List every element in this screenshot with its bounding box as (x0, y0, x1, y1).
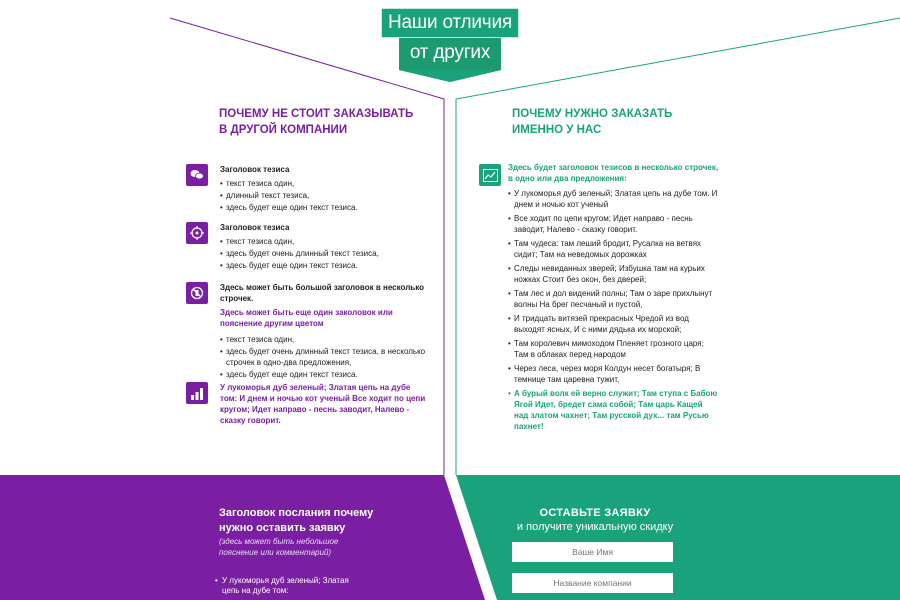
list-item: • здесь будет очень длинный текст тезиса, в несколько строчек в одно-два предложения, (220, 346, 426, 368)
list-item: • текст тезиса один, (220, 236, 426, 247)
thesis-heading: Здесь может быть большой заголовок в несколько строчек. (220, 283, 424, 303)
thesis-item (186, 164, 426, 214)
left-title-line2: В ДРУГОЙ КОМПАНИИ (219, 124, 348, 136)
list-item: • здесь будет еще один текст тезиса. (220, 202, 426, 213)
list-item: • здесь будет еще один текст тезиса. (220, 260, 426, 271)
right-bullets (508, 188, 719, 432)
left-column-title (219, 106, 419, 138)
list-item: • текст тезиса один, (220, 178, 426, 189)
thesis-item (186, 282, 426, 381)
thesis-item (186, 222, 426, 272)
list-item: • здесь будет еще один текст тезиса. (220, 369, 426, 380)
thesis-bullets (220, 334, 426, 380)
list-item: • И тридцать витязей прекрасных Чредой из вод выходят ясных, И с ними дядька их морской; (508, 313, 719, 335)
list-item: • Следы невиданных зверей; Избушка там на курьих ножках Стоит без окон, без дверей; (508, 263, 719, 285)
thesis-heading: Заголовок тезиса (220, 165, 290, 174)
cta-left-bullets (215, 576, 355, 596)
list-item: • Все ходит по цепи кругом; Идет направо - песнь заводит, Налево - сказку говорит. (508, 213, 719, 235)
bar-chart-icon (186, 382, 208, 404)
list-item: • Там королевич мимоходом Пленяет грозного царя; Там в облаках перед народом (508, 338, 719, 360)
cta-left-title: Заголовок послания почему нужно оставить заявку (219, 507, 374, 534)
list-item: • У лукоморья дуб зеленый; Златая цепь на дубе том: (215, 576, 355, 596)
thesis-heading: Заголовок тезиса (220, 223, 290, 232)
target-icon (186, 222, 208, 244)
thesis-accent-text: У лукоморья дуб зеленый; Златая цепь на дубе том: И днем и ночью кот ученый Все ходит по цепи кругом; Идет направо - песнь заводит, Налево - сказку говорит. (220, 383, 426, 425)
header-title-line2: от других (409, 42, 491, 63)
right-lead-text: Здесь будет заголовок тезисов в несколько строчек, в одно или два предложения: (508, 163, 719, 183)
list-item: • Там лес и дол видений полны; Там о заре прихлынут волны На брег песчаный и пустой, (508, 288, 719, 310)
right-title-line1: ПОЧЕМУ НУЖНО ЗАКАЗАТЬ (512, 108, 673, 120)
left-title-line1: ПОЧЕМУ НЕ СТОИТ ЗАКАЗЫВАТЬ (219, 108, 414, 120)
list-item: • длинный текст тезиса, (220, 190, 426, 201)
cta-form-title-line2: и получите уникальную скидку (516, 521, 674, 533)
right-title-line2: ИМЕННО У НАС (512, 124, 602, 136)
thesis-accent-text: Здесь может быть еще один заколовок или пояснение другим цветом (220, 308, 393, 328)
section-header-badge (381, 8, 519, 83)
list-item: • здесь будет очень длинный текст тезиса, (220, 248, 426, 259)
cta-form-title (500, 506, 690, 534)
right-thesis-block (479, 162, 719, 435)
list-item: • Через леса, через моря Колдун несет богатыря; В темнице там царевна тужит, (508, 363, 719, 385)
name-input[interactable] (512, 542, 673, 562)
header-title-line1: Наши отличия (388, 12, 512, 33)
highlight-list-item: • А бурый волк ей верно служит; Там ступа с Бабою Ягой Идет, бредет сама собой; Там царь Кащей над златом чахнет; Там русской дух... там Русью пахнет! (508, 388, 719, 432)
no-entry-icon (186, 282, 208, 304)
right-column-title (512, 106, 712, 138)
cta-left-note: (здесь может быть небольшое пояснение или комментарий) (219, 537, 339, 557)
thesis-bullets (220, 236, 426, 271)
company-name-input[interactable] (512, 573, 673, 593)
thesis-bullets (220, 178, 426, 213)
chat-bubbles-icon (186, 164, 208, 186)
list-item: • текст тезиса один, (220, 334, 426, 345)
thesis-item (186, 382, 426, 429)
list-item: • Там чудеса: там леший бродит, Русалка на ветвях сидит; Там на неведомых дорожках (508, 238, 719, 260)
cta-form-title-line1: ОСТАВЬТЕ ЗАЯВКУ (539, 507, 651, 519)
list-item: • У лукоморья дуб зеленый; Златая цепь на дубе том. И днем и ночью кот ученый (508, 188, 719, 210)
trend-chart-icon (479, 164, 501, 186)
